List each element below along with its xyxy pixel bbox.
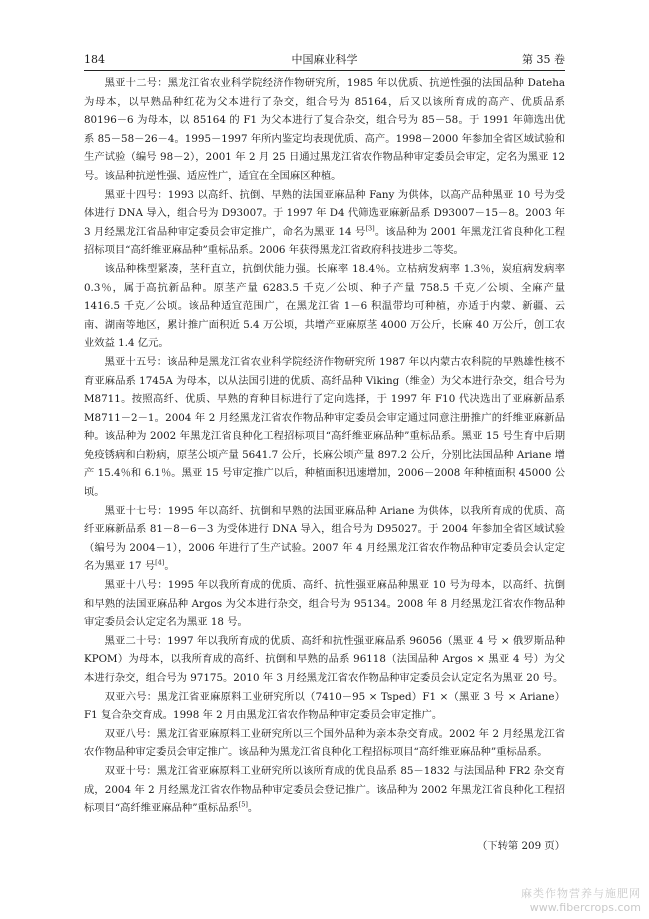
citation-ref: [5] [238, 800, 248, 809]
running-header [84, 52, 565, 68]
paragraph-text: 黑亚十二号：黑龙江省农业科学院经济作物研究所，1985 年以优质、抗逆性强的法国品种 Dateha 为母本，以早熟品种红花为父本进行了杂交，组合号为 85164，后又以该所育成的高产、优质品系 80196－6 为母本，以 85164 的 F1 为父本进行了复合杂交，组合号为 85－58。于 1991 年筛选出优系 85－58－26－4。1995－1997 年所内鉴定均表现优质、高产。1998－2000 年参加全省区域试验和生产试验（编号 98－2），2001 年 2 月 25 日通过黑龙江省农作物品种审定委员会审定，定名为黑亚 12 号。该品种抗逆性强、适应性广，适宜在全国麻区种植。 [84, 77, 565, 182]
paragraph-text: 该品种株型紧凑，茎秆直立，抗倒伏能力强。长麻率 18.4％。立枯病发病率 1.3％，炭疽病发病率 0.3％，属于高抗新品种。原茎产量 6283.5 千克／公顷、种子产量 758.5 千克／公顷、全麻产量 1416.5 千克／公顷。该品种适宜范围广，在黑龙江省 1－6 积温带均可种植，亦适于内蒙、新疆、云南、湖南等地区，累计推广面积近 5.4 万公顷，共增产亚麻原茎 4000 万公斤，长麻 40 万公斤，创工农业效益 1.4 亿元。 [84, 262, 565, 350]
paragraph-text: 黑亚十七号：1995 年以高纤、抗倒和早熟的法国亚麻品种 Ariane 为供体，以我所育成的优质、高纤亚麻新品系 81－8－6－3 为受体进行 DNA 导入，组合号为 D95027。于 2004 年参加全省区域试验（编号为 2004－1），2006 年进行了生产试验。2007 年 4 月经黑龙江省农作物品种审定委员会认定定名为黑亚 17 号 [84, 504, 565, 573]
body-paragraph [84, 725, 565, 762]
paragraph-text: 。 [164, 560, 175, 573]
article-body [84, 74, 565, 818]
header-rule [84, 70, 565, 71]
body-paragraph [84, 688, 565, 725]
body-paragraph [84, 576, 565, 632]
citation-ref: [4] [155, 559, 165, 568]
paragraph-text: 黑亚十四号：1993 以高纤、抗倒、早熟的法国亚麻品种 Fany 为供体，以高产品种黑亚 10 号为受体进行 DNA 导入，组合号为 D93007。于 1997 年 D4 代筛选亚麻新品系 D93007－15－8。2003 年 3 月经黑龙江省品种审定委员会审定推广，命名为黑亚 14 号 [84, 188, 565, 238]
body-paragraph [84, 74, 565, 186]
body-paragraph [84, 260, 565, 353]
paragraph-text: 双亚十号：黑龙江省亚麻原料工业研究所以该所育成的优良品系 85－1832 与法国品种 FR2 杂交育成，2004 年 2 月经黑龙江省农作物品种审定委员会登记推广。该品种为 2002 年黑龙江省良种化工程招标项目“高纤维亚麻品种”重标品系 [84, 764, 565, 815]
watermark-url: www.fibercrops.com [529, 901, 641, 914]
site-watermark [521, 887, 641, 915]
citation-ref: [3] [365, 224, 375, 233]
body-paragraph [84, 762, 565, 818]
paragraph-text: 黑亚十八号：1995 年以我所育成的优质、高纤、抗性强亚麻品种黑亚 10 号为母本，以高纤、抗倒和早熟的法国亚麻品种 Argos 为父本进行杂交，组合号为 95134。2008 年 8 月经黑龙江省农作物品种审定委员会认定定名为黑亚 18 号。 [84, 579, 565, 629]
page-number: 184 [84, 53, 105, 66]
paragraph-text: 双亚八号：黑龙江省亚麻原料工业研究所以三个国外品种为亲本杂交育成。2002 年 2 月经黑龙江省农作物品种审定委员会审定推广。该品种为黑龙江省良种化工程招标项目“高纤维亚麻品种”重标品系。 [84, 727, 565, 759]
volume-label: 第 35 卷 [522, 53, 565, 66]
body-paragraph [84, 353, 565, 502]
body-paragraph [84, 186, 565, 260]
paragraph-text: 黑亚十五号：该品种是黑龙江省农业科学院经济作物研究所 1987 年以内蒙古农科院的早熟雄性核不育亚麻品系 1745A 为母本，以从法国引进的优质、高纤品种 Viking（维金）为父本进行杂交，组合号为 M8711。按照高纤、优质、早熟的育种目标进行了定向选择，于 1997 年 F10 代决选出了亚麻新品系 M8711－2－1。2004 年 2 月经黑龙江省农作物品种审定委员会审定通过同意注册推广的纤维亚麻新品种。该品种为 2002 年黑龙江省良种化工程招标项目“高纤维亚麻品种”重标品系。黑亚 15 号生育中后期免疫锈病和白粉病，原茎公顷产量 5641.7 公斤，长麻公顷产量 897.2 公斤，分别比法国品种 Ariane 增产 15.4％和 6.1％。黑亚 15 号审定推广以后，种植面积迅速增加，2006－2008 年种植面积 45000 公顷。 [84, 355, 565, 499]
continuation-note: （下转第 209 页） [477, 840, 565, 852]
paragraph-text: 双亚六号：黑龙江省亚麻原料工业研究所以（7410－95 × Tsped）F1 ×（黑亚 3 号 × Ariane）F1 复合杂交育成。1998 年 2 月由黑龙江省农作物品种审定委员会审定推广。 [84, 690, 565, 722]
body-paragraph [84, 632, 565, 688]
watermark-site-name: 麻类作物营养与施肥网 [521, 887, 641, 900]
journal-title: 中国麻业科学 [291, 53, 358, 66]
paragraph-text: 。 [247, 802, 259, 815]
paragraph-text: 黑亚二十号：1997 年以我所育成的优质、高纤和抗性强亚麻品系 96056（黑亚 4 号 × 俄罗斯品种 KPOM）为母本，以我所育成的高纤、抗倒和早熟的品系 96118（法国品种 Argos × 黑亚 4 号）为父本进行杂交，组合号为 97175。2010 年 3 月经黑龙江省农作物品种审定委员会认定定名为黑亚 20 号。 [84, 634, 565, 684]
paragraph-text: 。该品种为 2001 年黑龙江省良种化工程招标项目“高纤维亚麻品种”重标品系。2006 年获得黑龙江省政府科技进步二等奖。 [84, 225, 565, 257]
body-paragraph [84, 502, 565, 576]
